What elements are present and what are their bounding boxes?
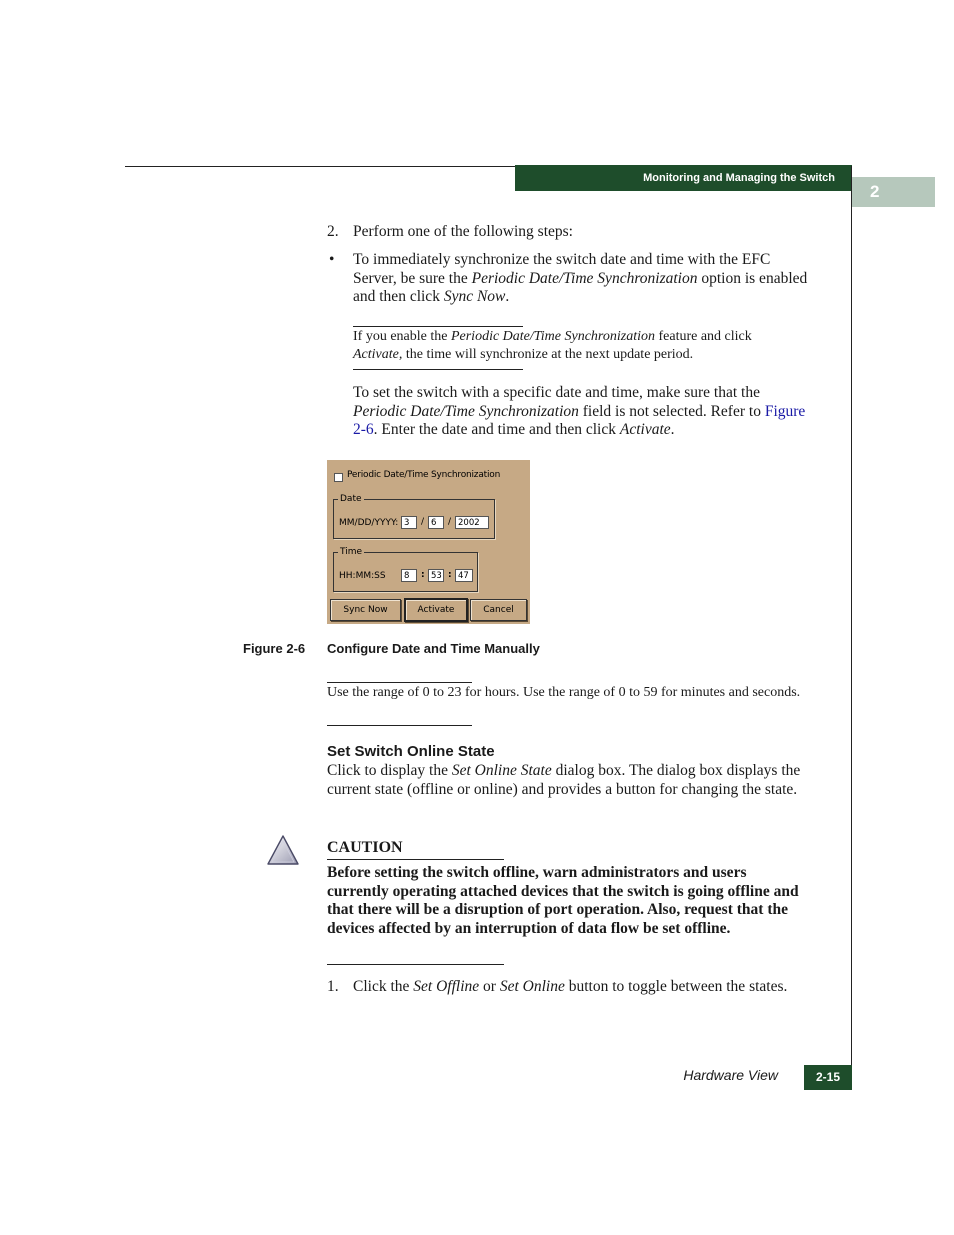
step-text: Perform one of the following steps: — [353, 223, 573, 240]
section-paragraph — [327, 762, 809, 799]
ui-term: Set Offline — [413, 978, 480, 995]
instruction-paragraph — [353, 384, 809, 440]
time-format-label: HH:MM:SS — [339, 571, 386, 581]
time-separator: : — [448, 570, 452, 580]
note-box: Use the range of 0 to 23 for hours. Use the range of 0 to 59 for minutes and seconds. — [327, 685, 801, 700]
text-run: Click to display the — [327, 762, 452, 779]
date-separator: / — [448, 517, 452, 527]
footer-section-label: Hardware View — [683, 1067, 778, 1083]
ui-term: Periodic Date/Time Synchronization — [450, 329, 655, 344]
page-number: 2-15 — [804, 1065, 852, 1090]
sync-now-button[interactable]: Sync Now — [330, 599, 401, 621]
text-run: To set the switch with a specific date and time, make sure that the — [353, 384, 760, 401]
date-group-legend: Date — [340, 494, 362, 504]
text-run: Click the — [353, 978, 414, 995]
date-separator: / — [421, 517, 425, 527]
date-format-label: MM/DD/YYYY: — [339, 518, 399, 528]
day-field[interactable]: 6 — [428, 516, 444, 529]
text-run: . — [505, 288, 510, 306]
header-rule — [125, 166, 515, 167]
minute-field[interactable]: 53 — [428, 569, 444, 582]
text-run: the time will synchronize at the next update period. — [402, 347, 694, 362]
text-run: . — [670, 421, 675, 439]
note-top-rule — [327, 682, 472, 683]
figure-caption: Configure Date and Time Manually — [327, 641, 540, 656]
year-field[interactable]: 2002 — [455, 516, 489, 529]
time-group — [333, 547, 478, 592]
ui-term: Periodic Date/Time Synchronization — [471, 269, 698, 287]
second-field[interactable]: 47 — [455, 569, 473, 582]
time-separator: : — [421, 570, 425, 580]
text-run: If you enable the — [353, 329, 451, 344]
periodic-sync-checkbox[interactable] — [334, 473, 343, 482]
caution-text: Before setting the switch offline, warn administrators and users currently operating attached devices that the switch is going offline and that there will be a disruption of port operation. Also, request that the devices affected by an interruption of data flow be set offline. — [327, 864, 799, 938]
step-text — [353, 978, 808, 997]
bullet-marker: • — [329, 251, 335, 268]
text-run: button to toggle between the states. — [564, 978, 788, 995]
page-margin-rule — [851, 166, 852, 1090]
text-run: feature and click — [654, 329, 752, 344]
figure-link[interactable]: Figure 2-6 — [353, 402, 806, 439]
text-run: dialog box. The dialog box displays the current state (offline or online) and provides a button for changing the state. — [327, 762, 801, 798]
cancel-button[interactable]: Cancel — [470, 599, 527, 621]
section-header-bar — [515, 165, 852, 191]
text-run: . Enter the date and time and then click — [373, 421, 620, 439]
hour-field[interactable]: 8 — [401, 569, 417, 582]
bullet-paragraph — [353, 251, 809, 307]
ui-term: Set Online — [499, 978, 565, 995]
section-title: Monitoring and Managing the Switch — [643, 172, 835, 184]
ui-term: Sync Now — [443, 288, 506, 306]
chapter-tab — [852, 177, 935, 207]
step-number: 2. — [327, 223, 339, 240]
note-box — [353, 328, 803, 364]
date-group — [333, 494, 495, 539]
ui-term: Set Online State — [451, 762, 552, 779]
month-field[interactable]: 3 — [401, 516, 417, 529]
note-top-rule — [353, 326, 523, 327]
text-run: field is not selected. Refer to — [578, 402, 765, 420]
caution-top-rule — [327, 859, 504, 860]
activate-button[interactable]: Activate — [404, 598, 468, 622]
ui-term: Activate, — [353, 347, 403, 362]
text-run: or — [479, 978, 500, 995]
time-group-legend: Time — [340, 547, 363, 557]
step-number: 1. — [327, 978, 339, 995]
caution-bottom-rule — [327, 964, 504, 965]
figure-number: Figure 2-6 — [243, 641, 306, 656]
caution-title: CAUTION — [327, 839, 403, 856]
date-time-dialog — [327, 460, 530, 624]
periodic-sync-label: Periodic Date/Time Synchronization — [347, 470, 501, 480]
note-bottom-rule — [327, 725, 472, 726]
ui-term: Periodic Date/Time Synchronization — [353, 402, 579, 420]
ui-term: Activate — [619, 421, 671, 439]
section-heading: Set Switch Online State — [327, 743, 495, 760]
warning-triangle-icon — [266, 834, 300, 866]
chapter-number: 2 — [870, 182, 880, 201]
text-run: option is enabled and then click — [353, 269, 808, 306]
text-run: To immediately synchronize the switch date and time with the EFC Server, be sure the — [353, 251, 771, 287]
note-bottom-rule — [353, 369, 523, 370]
